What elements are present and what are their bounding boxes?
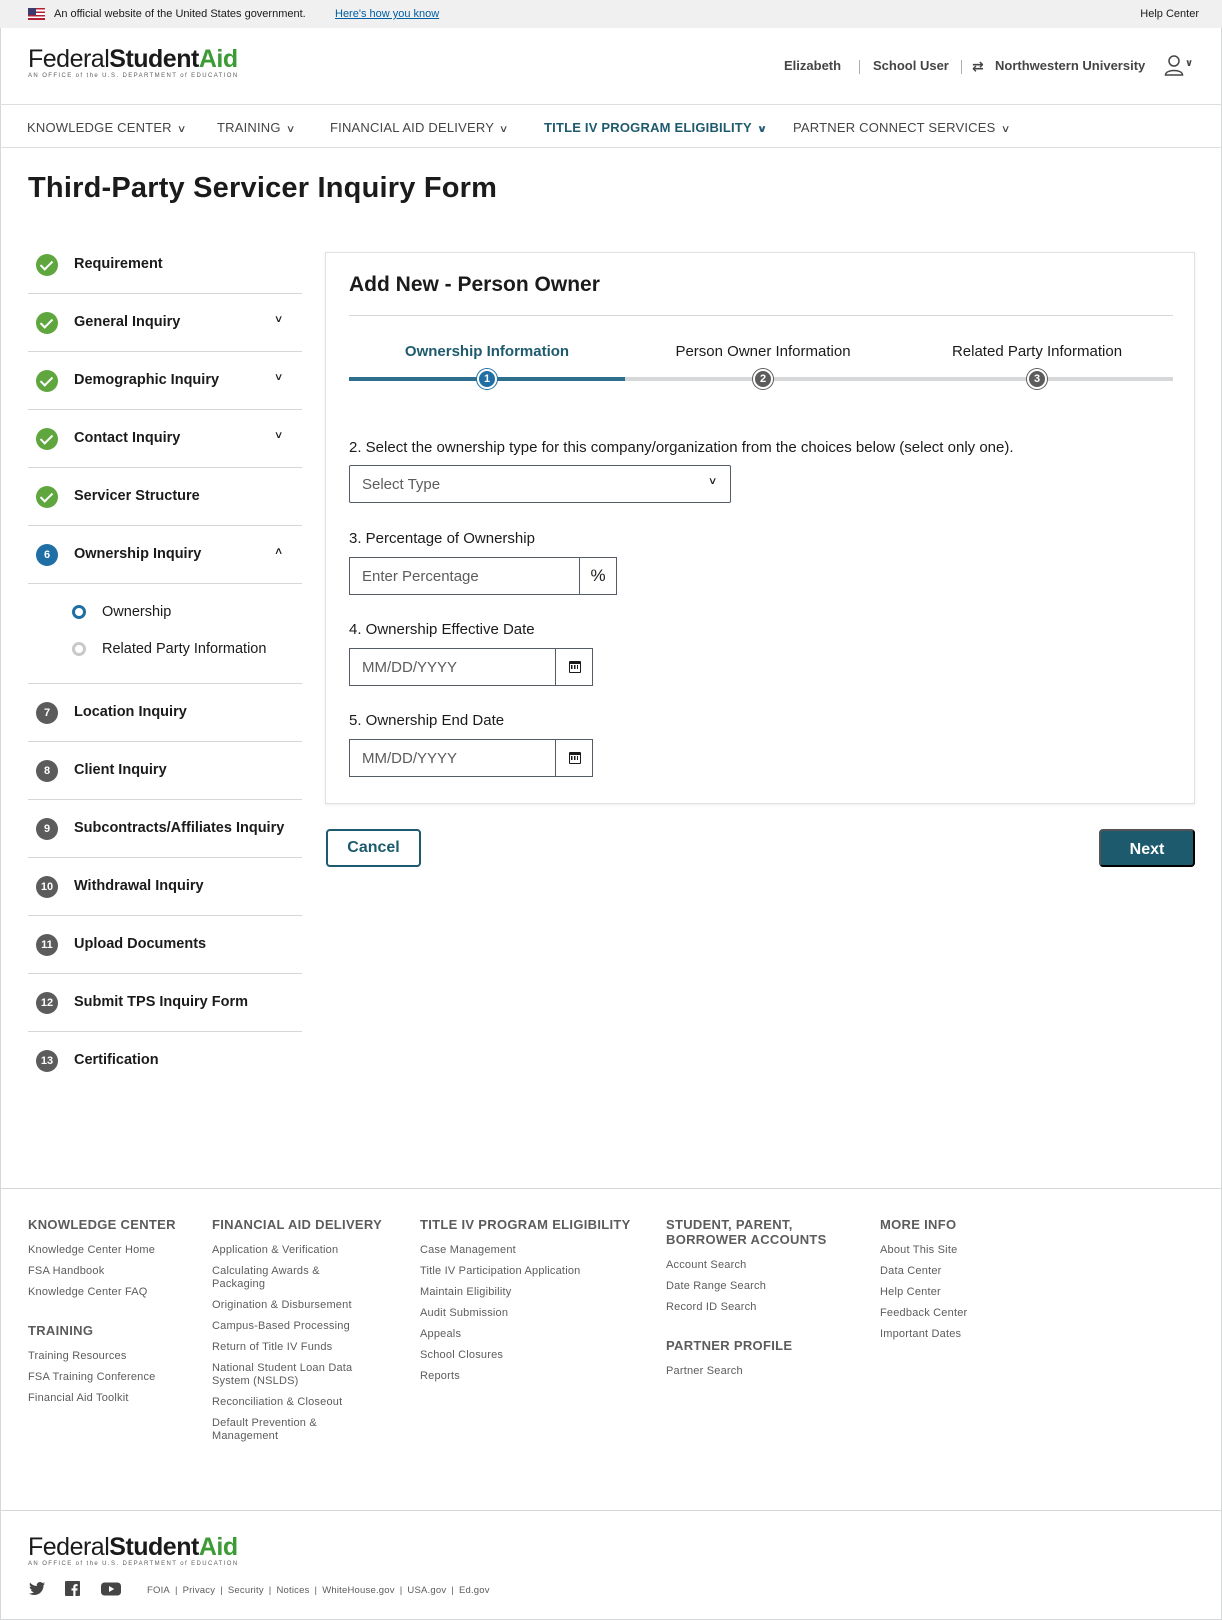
- logo-student: Student: [109, 45, 199, 73]
- step-label: Requirement: [74, 256, 163, 272]
- footer-link[interactable]: Knowledge Center Home: [28, 1244, 156, 1256]
- form-progress-stepper: [349, 343, 1173, 393]
- footer-col-more-info: [880, 1217, 967, 1349]
- gov-banner-text: An official website of the United States government.: [54, 8, 306, 20]
- footer-link[interactable]: About This Site: [880, 1244, 958, 1256]
- footer-heading: FINANCIAL AID DELIVERY: [212, 1217, 383, 1232]
- user-role[interactable]: School User: [873, 58, 949, 73]
- page-title: Third-Party Servicer Inquiry Form: [28, 172, 498, 204]
- separator: |: [268, 1585, 272, 1596]
- footer-link[interactable]: Important Dates: [880, 1328, 962, 1340]
- footer-link[interactable]: Appeals: [420, 1328, 462, 1340]
- check-circle-icon: [36, 254, 58, 276]
- effective-date-label: 4. Ownership Effective Date: [349, 621, 535, 638]
- footer-link[interactable]: Financial Aid Toolkit: [28, 1392, 129, 1404]
- footer-heading: TRAINING: [28, 1323, 94, 1338]
- end-date-input[interactable]: [349, 739, 555, 777]
- footer-link[interactable]: FSA Handbook: [28, 1265, 105, 1277]
- progress-step-3[interactable]: 3: [1027, 369, 1047, 389]
- chevron-down-icon: ∨: [1000, 124, 1011, 135]
- sidebar-step-location-inquiry[interactable]: [28, 684, 302, 742]
- effective-date-calendar-button[interactable]: [555, 648, 593, 686]
- step-number-badge: 10: [36, 876, 58, 898]
- logo-aid: Aid: [198, 45, 238, 73]
- radio-unselected-icon: [72, 642, 86, 656]
- step-label: Certification: [74, 1052, 159, 1068]
- footer-link[interactable]: Case Management: [420, 1244, 516, 1256]
- footer-link[interactable]: USA.gov: [407, 1585, 447, 1596]
- separator: [859, 60, 860, 74]
- form-card: [325, 252, 1195, 804]
- help-center-link[interactable]: Help Center: [1140, 8, 1199, 20]
- sidebar-step-submit-tps-inquiry-form[interactable]: [28, 974, 302, 1032]
- user-name[interactable]: Elizabeth: [784, 58, 842, 73]
- check-circle-icon: [36, 486, 58, 508]
- nav-knowledge-center[interactable]: [27, 120, 185, 135]
- separator: |: [174, 1585, 178, 1596]
- facebook-icon[interactable]: [64, 1581, 82, 1597]
- logo-federal: Federal: [28, 1533, 110, 1561]
- step-number-badge: 7: [36, 702, 58, 724]
- end-date-calendar-button[interactable]: [555, 739, 593, 777]
- footer-heading: KNOWLEDGE CENTER: [28, 1217, 176, 1232]
- card-title: Add New - Person Owner: [349, 273, 600, 296]
- input-placeholder: MM/DD/YYYY: [362, 750, 458, 767]
- select-placeholder: Select Type: [362, 476, 441, 493]
- ownership-type-label: 2. Select the ownership type for this company/organization from the choices below (select only one).: [349, 439, 1014, 456]
- chevron-down-icon: ∨: [707, 476, 718, 487]
- footer-link[interactable]: Account Search: [666, 1259, 747, 1271]
- chevron-up-icon[interactable]: ∧: [273, 546, 284, 557]
- footer-link[interactable]: FSA Training Conference: [28, 1371, 156, 1383]
- step-number-badge: 12: [36, 992, 58, 1014]
- chevron-down-icon[interactable]: ∨: [1185, 58, 1194, 69]
- step-number-badge: 9: [36, 818, 58, 840]
- twitter-icon[interactable]: [28, 1581, 46, 1597]
- footer-link[interactable]: Reports: [420, 1370, 460, 1382]
- separator: |: [399, 1585, 403, 1596]
- separator: |: [220, 1585, 223, 1596]
- logo-aid: Aid: [198, 1533, 238, 1561]
- main-nav: [0, 106, 1222, 148]
- switch-school-icon[interactable]: ⇄: [972, 58, 984, 74]
- progress-step-1[interactable]: 1: [477, 369, 497, 389]
- gov-banner: [0, 0, 1222, 28]
- footer-link[interactable]: Security: [227, 1585, 264, 1596]
- step-label: Servicer Structure: [74, 488, 200, 504]
- chevron-down-icon: ∨: [756, 124, 768, 135]
- footer-link[interactable]: Knowledge Center FAQ: [28, 1286, 148, 1298]
- chevron-down-icon[interactable]: ∨: [273, 430, 284, 441]
- nav-label: TRAINING: [217, 120, 281, 135]
- step-label: Ownership Inquiry: [74, 546, 202, 562]
- step-number-badge: 13: [36, 1050, 58, 1072]
- step-number-badge: 8: [36, 760, 58, 782]
- input-placeholder: Enter Percentage: [362, 568, 479, 585]
- footer-link[interactable]: Record ID Search: [666, 1301, 757, 1313]
- footer-link[interactable]: Audit Submission: [420, 1307, 509, 1319]
- step-label: General Inquiry: [74, 314, 181, 330]
- step-number-badge: 11: [36, 934, 58, 956]
- footer-col-financial-aid-delivery: [212, 1217, 383, 1451]
- chevron-down-icon: ∨: [498, 124, 509, 135]
- footer-link[interactable]: Return of Title IV Funds: [212, 1341, 333, 1353]
- step-number-badge: 6: [36, 544, 58, 566]
- sidebar-step-requirement[interactable]: [28, 236, 302, 294]
- check-circle-icon: [36, 312, 58, 334]
- footer-legal-links: [147, 1585, 490, 1596]
- step-label: Demographic Inquiry: [74, 372, 220, 388]
- nav-financial-aid-delivery[interactable]: [330, 120, 508, 135]
- progress-label-ownership-information[interactable]: Ownership Information: [404, 343, 570, 360]
- footer-link[interactable]: Feedback Center: [880, 1307, 968, 1319]
- step-label: Contact Inquiry: [74, 430, 181, 446]
- substep-label: Related Party Information: [102, 641, 267, 657]
- footer-link[interactable]: Training Resources: [28, 1350, 127, 1362]
- input-placeholder: MM/DD/YYYY: [362, 659, 458, 676]
- logo-federal: Federal: [28, 45, 110, 73]
- sidebar-step-subcontracts-affiliates-inquiry[interactable]: [28, 800, 302, 858]
- us-flag-icon: [28, 8, 45, 20]
- substep-label: Ownership: [102, 604, 172, 620]
- check-circle-icon: [36, 428, 58, 450]
- footer-link[interactable]: Application & Verification: [212, 1244, 339, 1256]
- calendar-icon: [569, 752, 581, 764]
- divider: [0, 1510, 1222, 1511]
- footer-link[interactable]: National Student Loan Data System (NSLDS): [212, 1362, 353, 1387]
- nav-label: TITLE IV PROGRAM ELIGIBILITY: [544, 120, 752, 135]
- nav-training[interactable]: [217, 120, 294, 135]
- ownership-percentage-label: 3. Percentage of Ownership: [349, 530, 535, 547]
- sidebar-step-contact-inquiry[interactable]: [28, 410, 302, 468]
- footer-link[interactable]: Ed.gov: [458, 1585, 490, 1596]
- footer-link[interactable]: Date Range Search: [666, 1280, 767, 1292]
- user-avatar-icon[interactable]: [1164, 54, 1184, 76]
- site-header: [0, 28, 1222, 105]
- sidebar-step-upload-documents[interactable]: [28, 916, 302, 974]
- sidebar-step-servicer-structure[interactable]: [28, 468, 302, 526]
- separator: |: [451, 1585, 454, 1596]
- footer-link[interactable]: Title IV Participation Application: [420, 1265, 581, 1277]
- logo-subtitle: AN OFFICE of the U.S. DEPARTMENT of EDUCATION: [28, 1561, 239, 1567]
- youtube-icon[interactable]: [100, 1581, 122, 1597]
- footer-col-title-iv: [420, 1217, 631, 1391]
- chevron-down-icon[interactable]: ∨: [273, 372, 284, 383]
- divider: [349, 315, 1173, 316]
- nav-title-iv-program-eligibility[interactable]: [544, 120, 766, 135]
- footer-link[interactable]: Campus-Based Processing: [212, 1320, 350, 1332]
- footer-link[interactable]: Privacy: [182, 1585, 216, 1596]
- radio-selected-icon: [72, 605, 86, 619]
- footer-col-knowledge: [28, 1217, 176, 1413]
- sidebar-step-demographic-inquiry[interactable]: [28, 352, 302, 410]
- fsa-logo[interactable]: [28, 46, 239, 79]
- end-date-label: 5. Ownership End Date: [349, 712, 505, 729]
- footer-col-accounts: [666, 1217, 836, 1386]
- chevron-down-icon: ∨: [176, 124, 187, 135]
- nav-partner-connect-services[interactable]: [793, 120, 1009, 135]
- footer-heading: TITLE IV PROGRAM ELIGIBILITY: [420, 1217, 631, 1232]
- step-label: Subcontracts/Affiliates Inquiry: [74, 820, 285, 836]
- footer-link[interactable]: Default Prevention & Management: [212, 1417, 317, 1442]
- footer-link[interactable]: Reconciliation & Closeout: [212, 1396, 343, 1408]
- footer-link[interactable]: Calculating Awards & Packaging: [212, 1265, 320, 1290]
- ownership-type-select[interactable]: [349, 465, 731, 503]
- progress-label-person-owner-information[interactable]: Person Owner Information: [675, 343, 851, 360]
- cancel-button[interactable]: Cancel: [326, 829, 421, 867]
- step-label: Submit TPS Inquiry Form: [74, 994, 249, 1010]
- separator: [961, 60, 962, 74]
- nav-label: FINANCIAL AID DELIVERY: [330, 120, 495, 135]
- footer-link[interactable]: Help Center: [880, 1286, 941, 1298]
- footer-link[interactable]: WhiteHouse.gov: [322, 1585, 395, 1596]
- footer-link[interactable]: Notices: [276, 1585, 310, 1596]
- nav-label: PARTNER CONNECT SERVICES: [793, 120, 996, 135]
- footer-link[interactable]: Data Center: [880, 1265, 942, 1277]
- sidebar-steps: [28, 236, 302, 1090]
- nav-label: KNOWLEDGE CENTER: [27, 120, 172, 135]
- footer-heading: PARTNER PROFILE: [666, 1338, 793, 1353]
- calendar-icon: [569, 661, 581, 673]
- footer-link[interactable]: School Closures: [420, 1349, 504, 1361]
- step-label: Upload Documents: [74, 936, 207, 952]
- percent-icon: %: [579, 557, 617, 595]
- step-label: Client Inquiry: [74, 762, 167, 778]
- chevron-down-icon: ∨: [285, 124, 296, 135]
- next-button[interactable]: Next: [1099, 829, 1195, 867]
- sidebar-step-certification[interactable]: [28, 1032, 302, 1090]
- progress-label-related-party-information[interactable]: Related Party Information: [951, 343, 1123, 360]
- site-footer: [0, 1188, 1222, 1620]
- check-circle-icon: [36, 370, 58, 392]
- ownership-percentage-input[interactable]: [349, 557, 579, 595]
- fsa-footer-logo[interactable]: [28, 1534, 239, 1567]
- heres-how-you-know-link[interactable]: Here's how you know: [335, 8, 440, 20]
- sidebar-step-general-inquiry[interactable]: [28, 294, 302, 352]
- step-label: Withdrawal Inquiry: [74, 878, 204, 894]
- effective-date-input[interactable]: [349, 648, 555, 686]
- sidebar-step-ownership-inquiry[interactable]: [28, 526, 302, 584]
- footer-link[interactable]: Origination & Disbursement: [212, 1299, 352, 1311]
- logo-student: Student: [109, 1533, 199, 1561]
- sidebar-step-client-inquiry[interactable]: [28, 742, 302, 800]
- chevron-down-icon[interactable]: ∨: [273, 314, 284, 325]
- footer-link[interactable]: Partner Search: [666, 1365, 743, 1377]
- footer-heading: STUDENT, PARENT, BORROWER ACCOUNTS: [666, 1217, 827, 1247]
- school-name[interactable]: Northwestern University: [995, 58, 1146, 73]
- footer-heading: MORE INFO: [880, 1217, 957, 1232]
- logo-subtitle: AN OFFICE of the U.S. DEPARTMENT of EDUCATION: [28, 73, 239, 79]
- step-label: Location Inquiry: [74, 704, 187, 720]
- separator: |: [314, 1585, 318, 1596]
- footer-link[interactable]: FOIA: [147, 1585, 170, 1596]
- sidebar-step-withdrawal-inquiry[interactable]: [28, 858, 302, 916]
- footer-link[interactable]: Maintain Eligibility: [420, 1286, 512, 1298]
- progress-step-2[interactable]: 2: [753, 369, 773, 389]
- ownership-substeps: [28, 584, 302, 684]
